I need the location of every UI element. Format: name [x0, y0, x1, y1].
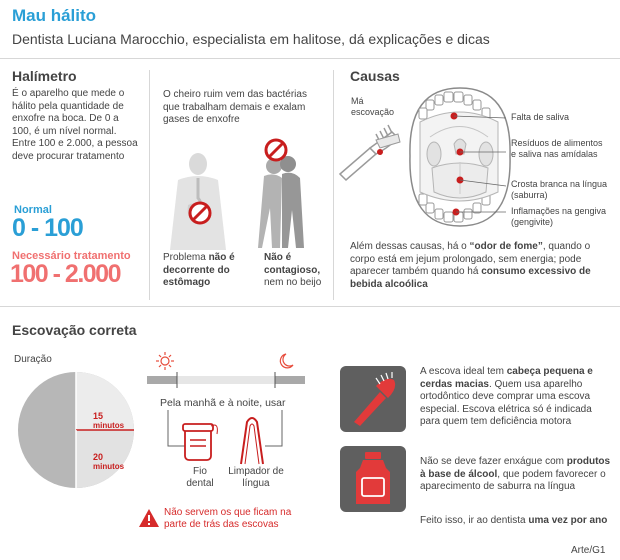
- halimetro-heading: Halímetro: [12, 68, 77, 84]
- warning-icon: [138, 508, 160, 528]
- mouthwash-tip-box: [340, 446, 406, 512]
- header-divider: [0, 58, 620, 59]
- timeline-caption: Pela manhã e à noite, usar: [160, 397, 286, 409]
- pie-label-20: 20: [93, 452, 104, 462]
- treatment-label: Necessário tratamento: [12, 250, 131, 262]
- red-toothbrush-icon: [346, 372, 400, 426]
- cause-label-1: Falta de saliva: [511, 112, 570, 122]
- cause-label-4: Inflamações na gengiva (gengivite): [511, 206, 607, 227]
- duration-label: Duração: [14, 354, 52, 365]
- normal-label: Normal: [14, 204, 52, 216]
- open-mouth-icon: [398, 82, 518, 230]
- tip-dentist: Feito isso, ir ao dentista uma vez por ano: [420, 515, 608, 526]
- warning-text: Não servem os que ficam na parte de trás das escovas: [164, 507, 292, 530]
- escovacao-heading: Escovação correta: [12, 322, 137, 338]
- body-silhouette-icon: [168, 150, 238, 250]
- halimetro-description: É o aparelho que mede o hálito pela quantidade de enxofre na boca. De 0 a 100, é um nível normal. Entre 100 e 2.000, a pessoa deve procurar tratamento: [12, 88, 138, 162]
- pie-unit-20: minutos: [93, 462, 125, 471]
- cause-label-2: Resíduos de alimentos e saliva nas amídalas: [511, 138, 603, 159]
- cause-label-3: Crosta branca na língua (saburra): [511, 179, 608, 200]
- stomach-caption: Problema não é decorrente do estômago: [163, 252, 235, 288]
- page-title: Mau hálito: [12, 6, 97, 25]
- bacteria-intro: O cheiro ruim vem das bactérias que trabalham demais e exalam gases de enxofre: [163, 89, 307, 125]
- tip-mouthwash: Não se deve fazer enxágue com produtos à base de álcool, que podem favorecer o aparecimento de saburra na língua: [420, 456, 611, 492]
- contagious-caption: Não é contagioso, nem no beijo: [264, 252, 322, 288]
- column-divider-1: [149, 70, 150, 300]
- mouthwash-bottle-icon: [352, 452, 394, 506]
- toothbrush-tip-box: [340, 366, 406, 432]
- couple-kissing-icon: [252, 138, 312, 248]
- tongue-scraper-icon: [235, 416, 269, 466]
- dental-floss-icon: [181, 420, 215, 462]
- floss-label: Fio dental: [186, 466, 214, 489]
- pie-label-15: 15: [93, 411, 104, 421]
- sun-icon: [156, 352, 174, 370]
- scraper-label: Limpador de língua: [228, 466, 284, 489]
- section-divider: [0, 306, 620, 307]
- timeline-bar: [147, 350, 305, 390]
- normal-range: 0 - 100: [12, 214, 83, 242]
- causas-heading: Causas: [350, 68, 400, 84]
- tip-toothbrush: A escova ideal tem cabeça pequena e cerdas macias. Quem usa aparelho ortodôntico deve comprar uma escova especial. Escova elétrica só é indicada para quem tem deficiência motora: [420, 366, 593, 427]
- column-divider-2: [333, 70, 334, 300]
- moon-icon: [280, 354, 293, 368]
- pie-unit-15: minutos: [93, 421, 125, 430]
- treatment-range: 100 - 2.000: [10, 260, 120, 288]
- causas-note: Além dessas causas, há o “odor de fome”, quando o corpo está em jejum prolongado, sem energia; pode aparecer também quando há consumo excessivo de bebida alcoólica: [350, 241, 591, 290]
- credit: Arte/G1: [571, 545, 606, 556]
- bad-brushing-label: Má escovação: [351, 96, 395, 117]
- page-subtitle: Dentista Luciana Marocchio, especialista em halitose, dá explicações e dicas: [12, 31, 490, 47]
